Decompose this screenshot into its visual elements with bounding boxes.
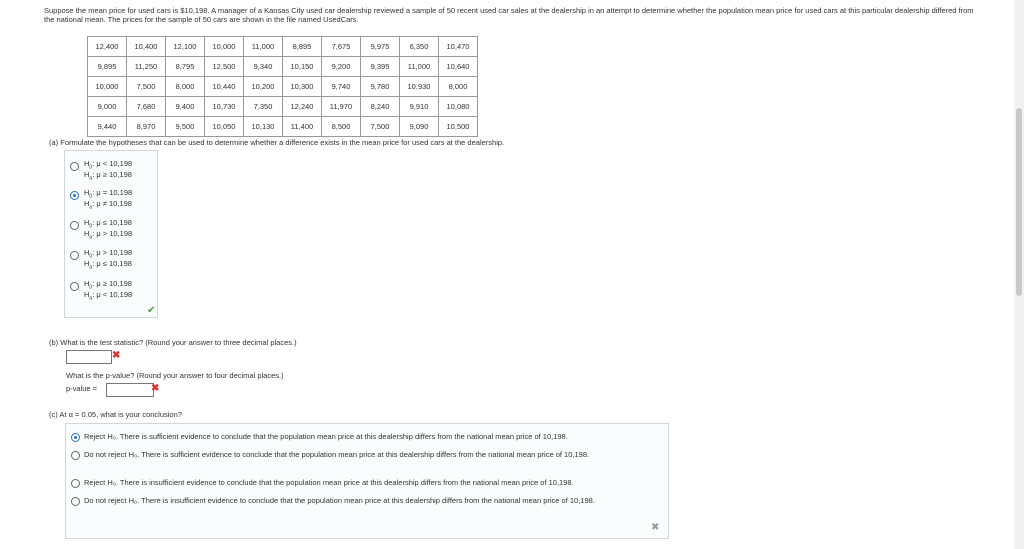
table-cell: 10,150 — [283, 57, 322, 77]
table-cell: 10,500 — [439, 117, 478, 137]
table-cell: 9,910 — [400, 97, 439, 117]
table-cell: 10,470 — [439, 37, 478, 57]
table-cell: 7,350 — [244, 97, 283, 117]
table-row — [88, 57, 478, 77]
hypothesis-radio[interactable] — [70, 221, 79, 230]
hypothesis-radio[interactable] — [70, 282, 79, 291]
table-cell: 9,975 — [361, 37, 400, 57]
hypothesis-radio[interactable] — [70, 251, 79, 260]
null-hypothesis: $H_0$: μ ≤ 10,198 — [84, 218, 132, 230]
table-cell: 8,795 — [166, 57, 205, 77]
table-cell: 10,130 — [244, 117, 283, 137]
conclusion-radio[interactable] — [71, 497, 80, 506]
table-cell: 10,000 — [88, 77, 127, 97]
pvalue-label: p-value = — [66, 384, 98, 393]
part-c-question: (c) At α = 0.05, what is your conclusion? — [49, 410, 182, 419]
table-cell: 10,000 — [205, 37, 244, 57]
table-row — [88, 37, 478, 57]
conclusion-option-text: Do not reject H₀. There is sufficient evidence to conclude that the population mean price at this dealership differs from the national mean price of 10,198. — [84, 450, 590, 459]
null-hypothesis: $H_0$: μ < 10,198 — [84, 159, 133, 171]
table-cell: 11,250 — [127, 57, 166, 77]
table-cell: 10,050 — [205, 117, 244, 137]
used-cars-table — [87, 36, 478, 137]
conclusion-option-text: Reject H₀. There is sufficient evidence to conclude that the population mean price at this dealership differs from the national mean price of 10,198. — [84, 432, 568, 441]
table-cell: 10,440 — [205, 77, 244, 97]
part-a-question: (a) Formulate the hypotheses that can be used to determine whether a difference exists in the mean price for used cars at the dealership. — [49, 138, 505, 147]
table-cell: 8,240 — [361, 97, 400, 117]
null-hypothesis: $H_0$: μ = 10,198 — [84, 188, 133, 200]
problem-statement: Suppose the mean price for used cars is $10,198. A manager of a Kansas City used car dealership reviewed a sample of 50 recent used car sales at the dealership in an attempt to determine whether the population mean price for used cars at this particular dealership differed from the national mean. The prices for the sample of 50 cars are shown in the file named UsedCars. — [44, 6, 974, 24]
table-cell: 6,350 — [400, 37, 439, 57]
alternative-hypothesis: $H_a$: μ ≤ 10,198 — [84, 259, 132, 271]
table-cell: 8,000 — [439, 77, 478, 97]
incorrect-x-icon: ✖ — [651, 522, 660, 533]
table-cell: 11,000 — [244, 37, 283, 57]
null-hypothesis: $H_0$: μ ≥ 10,198 — [84, 279, 132, 291]
table-row — [88, 77, 478, 97]
correct-check-icon: ✔ — [147, 305, 156, 316]
table-cell: 10,930 — [400, 77, 439, 97]
table-cell: 9,500 — [166, 117, 205, 137]
alternative-hypothesis: $H_a$: μ ≥ 10,198 — [84, 170, 132, 182]
table-row — [88, 117, 478, 137]
table-cell: 9,400 — [166, 97, 205, 117]
conclusion-radio[interactable] — [71, 479, 80, 488]
table-cell: 8,970 — [127, 117, 166, 137]
conclusion-option-text: Do not reject H₀. There is insufficient evidence to conclude that the population mean price at this dealership differs from the national mean price of 10,198. — [84, 496, 595, 505]
incorrect-x-icon: ✖ — [151, 383, 160, 394]
hypothesis-radio[interactable] — [70, 162, 79, 171]
table-cell: 9,200 — [322, 57, 361, 77]
table-cell: 11,000 — [400, 57, 439, 77]
table-cell: 7,675 — [322, 37, 361, 57]
alternative-hypothesis: $H_a$: μ < 10,198 — [84, 290, 133, 302]
pvalue-question: What is the p-value? (Round your answer to four decimal places.) — [66, 371, 284, 380]
table-cell: 8,895 — [283, 37, 322, 57]
pvalue-input[interactable] — [106, 383, 154, 397]
table-cell: 9,340 — [244, 57, 283, 77]
table-cell: 10,300 — [283, 77, 322, 97]
table-cell: 9,000 — [88, 97, 127, 117]
table-cell: 7,680 — [127, 97, 166, 117]
scrollbar-thumb[interactable] — [1016, 108, 1022, 296]
table-cell: 7,500 — [361, 117, 400, 137]
part-b-question: (b) What is the test statistic? (Round your answer to three decimal places.) — [49, 338, 297, 347]
table-cell: 9,090 — [400, 117, 439, 137]
table-cell: 10,080 — [439, 97, 478, 117]
hypothesis-radio[interactable] — [70, 191, 79, 200]
conclusion-radio[interactable] — [71, 451, 80, 460]
null-hypothesis: $H_0$: μ > 10,198 — [84, 248, 133, 260]
table-cell: 10,200 — [244, 77, 283, 97]
table-cell: 9,780 — [361, 77, 400, 97]
table-cell: 9,440 — [88, 117, 127, 137]
table-cell: 11,970 — [322, 97, 361, 117]
table-cell: 9,395 — [361, 57, 400, 77]
table-row — [88, 97, 478, 117]
table-cell: 10,730 — [205, 97, 244, 117]
table-cell: 7,500 — [127, 77, 166, 97]
conclusion-radio[interactable] — [71, 433, 80, 442]
alternative-hypothesis: $H_a$: μ > 10,198 — [84, 229, 133, 241]
table-cell: 12,240 — [283, 97, 322, 117]
table-cell: 8,000 — [166, 77, 205, 97]
table-cell: 10,400 — [127, 37, 166, 57]
alternative-hypothesis: $H_a$: μ ≠ 10,198 — [84, 199, 132, 211]
table-cell: 9,740 — [322, 77, 361, 97]
incorrect-x-icon: ✖ — [112, 350, 121, 361]
table-cell: 11,400 — [283, 117, 322, 137]
conclusion-option-text: Reject H₀. There is insufficient evidence to conclude that the population mean price at this dealership differs from the national mean price of 10,198. — [84, 478, 574, 487]
table-cell: 10,640 — [439, 57, 478, 77]
table-cell: 12,100 — [166, 37, 205, 57]
table-cell: 8,500 — [322, 117, 361, 137]
table-cell: 12,500 — [205, 57, 244, 77]
test-statistic-input[interactable] — [66, 350, 112, 364]
table-cell: 9,895 — [88, 57, 127, 77]
table-cell: 12,400 — [88, 37, 127, 57]
